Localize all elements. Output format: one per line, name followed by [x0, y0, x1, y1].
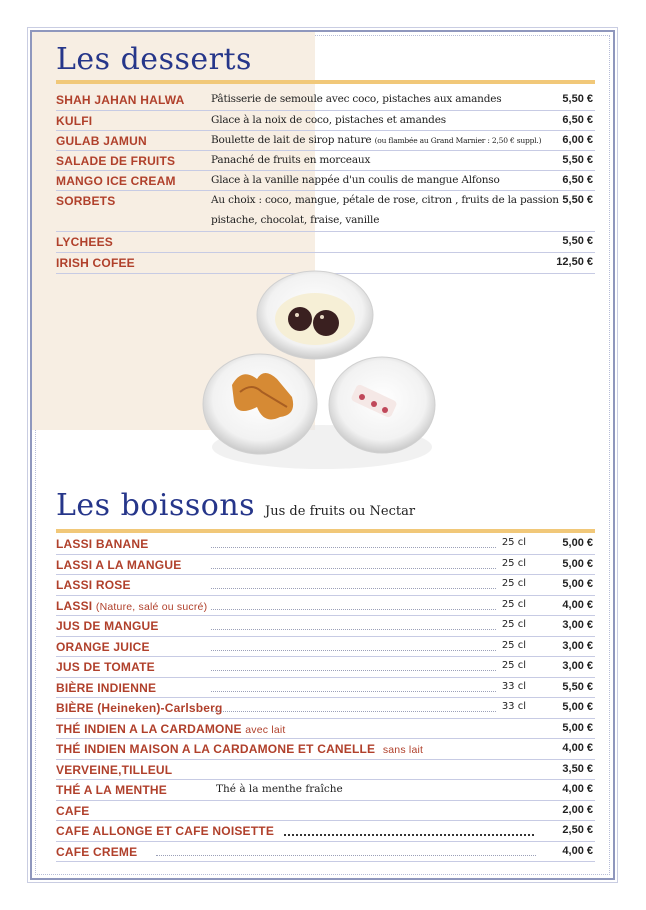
drink-volume: 25 cl	[501, 537, 526, 548]
drink-desc: Thé à la menthe fraîche	[216, 783, 343, 795]
dessert-row	[56, 171, 595, 191]
drink-row	[56, 596, 595, 617]
drink-price: 5,00 €	[562, 721, 593, 734]
drink-name-text: BIÈRE (Heineken)-Carlsberg	[56, 701, 223, 715]
drink-name-text: CAFE	[56, 803, 90, 818]
drink-name	[56, 804, 89, 818]
drink-name	[56, 783, 167, 797]
drink-name	[56, 599, 207, 613]
drink-price: 5,00 €	[562, 557, 593, 570]
drink-name	[56, 742, 423, 756]
drink-price: 2,00 €	[562, 803, 593, 816]
dessert-row	[56, 232, 595, 253]
dessert-desc	[211, 190, 559, 230]
dessert-desc: Panaché de fruits en morceaux	[211, 154, 371, 166]
dot-leader	[156, 855, 536, 856]
drink-name	[56, 824, 274, 838]
dessert-name: LYCHEES	[56, 235, 113, 249]
drink-row	[56, 678, 595, 699]
dessert-desc	[211, 130, 541, 151]
dessert-desc: Pâtisserie de semoule avec coco, pistaches aux amandes	[211, 93, 502, 105]
drink-volume: 25 cl	[501, 598, 526, 610]
drink-volume: 25 cl	[501, 578, 526, 589]
dessert-desc-line: Au choix : coco, mangue, pétale de rose, citron , fruits de la passion	[211, 194, 559, 206]
drink-name	[56, 619, 159, 633]
menu-page	[30, 30, 615, 880]
dessert-price: 5,50 €	[562, 154, 593, 166]
drink-row	[56, 760, 595, 781]
dessert-price: 5,50 €	[562, 194, 593, 206]
drink-name	[56, 701, 223, 715]
drink-name	[56, 681, 156, 695]
dessert-name: SHAH JAHAN HALWA	[56, 93, 185, 107]
dessert-price: 6,50 €	[562, 114, 593, 126]
boissons-title-text: Les boissons	[56, 488, 256, 523]
drink-name	[56, 845, 137, 859]
drink-volume: 33 cl	[501, 701, 526, 712]
drink-name-text: LASSI ROSE	[56, 578, 131, 592]
dessert-desc: Glace à la vanille nappée d'un coulis de mangue Alfonso	[211, 174, 500, 186]
drink-name	[56, 660, 155, 674]
desserts-title: Les desserts	[56, 42, 252, 77]
dessert-price: 5,50 €	[562, 235, 593, 247]
dessert-row	[56, 191, 595, 232]
drink-price: 4,00 €	[562, 844, 593, 857]
dessert-desc-main: Boulette de lait de sirop nature	[211, 134, 372, 146]
drink-name-text: CAFE ALLONGE ET CAFE NOISETTE	[56, 824, 275, 838]
dessert-row	[56, 111, 595, 131]
drink-volume: 25 cl	[501, 557, 526, 569]
dessert-price: 12,50 €	[556, 256, 593, 268]
dessert-price: 6,50 €	[562, 174, 593, 186]
dot-leader	[211, 650, 496, 651]
drink-price: 5,00 €	[562, 701, 593, 713]
dot-leader	[211, 609, 496, 610]
drink-row	[56, 821, 595, 842]
drink-name	[56, 722, 286, 736]
dessert-name: IRISH COFEE	[56, 256, 135, 270]
dessert-price: 5,50 €	[562, 93, 593, 105]
boissons-divider	[56, 529, 595, 533]
desserts-photo	[202, 267, 442, 477]
drink-volume: 25 cl	[501, 639, 526, 651]
drink-price: 5,00 €	[562, 578, 593, 590]
drink-row	[56, 698, 595, 719]
desserts-divider	[56, 80, 595, 84]
drink-row	[56, 534, 595, 555]
drink-row	[56, 575, 595, 596]
drink-row	[56, 719, 595, 740]
boissons-title	[56, 488, 415, 523]
dessert-desc-line: pistache, chocolat, fraise, vanille	[211, 214, 380, 226]
drink-name-text: THÉ INDIEN A LA CARDAMONE	[56, 721, 242, 736]
dot-leader	[211, 629, 496, 630]
drink-row	[56, 842, 595, 863]
drink-price: 3,00 €	[562, 619, 593, 631]
dessert-row	[56, 90, 595, 111]
drink-price: 3,50 €	[562, 762, 593, 775]
drink-name-text: JUS DE MANGUE	[56, 619, 159, 633]
drink-volume: 33 cl	[501, 680, 526, 692]
drink-row	[56, 616, 595, 637]
dot-leader	[211, 670, 496, 671]
drink-row	[56, 780, 595, 801]
dot-leader	[211, 568, 496, 569]
drink-price: 2,50 €	[562, 824, 593, 836]
dot-leader	[284, 834, 534, 836]
drink-price: 3,00 €	[562, 660, 593, 672]
boissons-subtitle: Jus de fruits ou Nectar	[265, 504, 416, 519]
drink-name	[56, 558, 181, 572]
dessert-row	[56, 151, 595, 171]
dessert-desc-note: (ou flambée au Grand Marnier : 2,50 € suppl.)	[374, 136, 542, 145]
drink-name-text: JUS DE TOMATE	[56, 660, 155, 674]
drink-price: 4,00 €	[562, 783, 593, 795]
drink-volume: 25 cl	[501, 619, 526, 630]
drink-name-text: LASSI	[56, 598, 93, 613]
dessert-name: GULAB JAMUN	[56, 134, 147, 148]
dot-leader	[211, 588, 496, 589]
dessert-desc: Glace à la noix de coco, pistaches et amandes	[211, 114, 446, 126]
drink-row	[56, 555, 595, 576]
drink-price: 5,00 €	[562, 537, 593, 549]
drink-name-text: CAFE CREME	[56, 844, 138, 859]
drink-row	[56, 739, 595, 760]
drink-row	[56, 637, 595, 658]
drink-name	[56, 578, 131, 592]
dessert-price: 6,00 €	[562, 134, 593, 146]
drink-name-text: ORANGE JUICE	[56, 639, 150, 654]
dot-leader	[211, 691, 496, 692]
drink-price: 4,00 €	[562, 598, 593, 611]
drink-name-text: VERVEINE,TILLEUL	[56, 762, 173, 777]
dessert-row	[56, 131, 595, 151]
drink-name-text: THÉ A LA MENTHE	[56, 783, 167, 797]
dessert-name: SALADE DE FRUITS	[56, 154, 176, 168]
dot-leader	[211, 711, 496, 712]
drink-name-text: LASSI BANANE	[56, 537, 149, 551]
drink-price: 4,00 €	[562, 742, 593, 754]
dessert-name: MANGO ICE CREAM	[56, 174, 176, 188]
dessert-name: SORBETS	[56, 194, 116, 208]
drink-volume: 25 cl	[501, 660, 526, 671]
drink-note: (Nature, salé ou sucré)	[95, 600, 208, 613]
drink-row	[56, 801, 595, 822]
drink-name	[56, 763, 172, 777]
drink-name-text: LASSI A LA MANGUE	[56, 557, 182, 572]
drink-name	[56, 640, 150, 654]
drink-name	[56, 537, 148, 551]
dessert-name: KULFI	[56, 114, 93, 128]
drink-note: avec lait	[245, 723, 286, 736]
drink-row	[56, 657, 595, 678]
drink-price: 5,50 €	[562, 680, 593, 693]
drink-note: sans lait	[382, 744, 424, 756]
drink-name-text: THÉ INDIEN MAISON A LA CARDAMONE ET CANELLE	[56, 742, 376, 756]
drink-price: 3,00 €	[562, 639, 593, 652]
drink-name-text: BIÈRE INDIENNE	[56, 680, 157, 695]
dot-leader	[211, 547, 496, 548]
